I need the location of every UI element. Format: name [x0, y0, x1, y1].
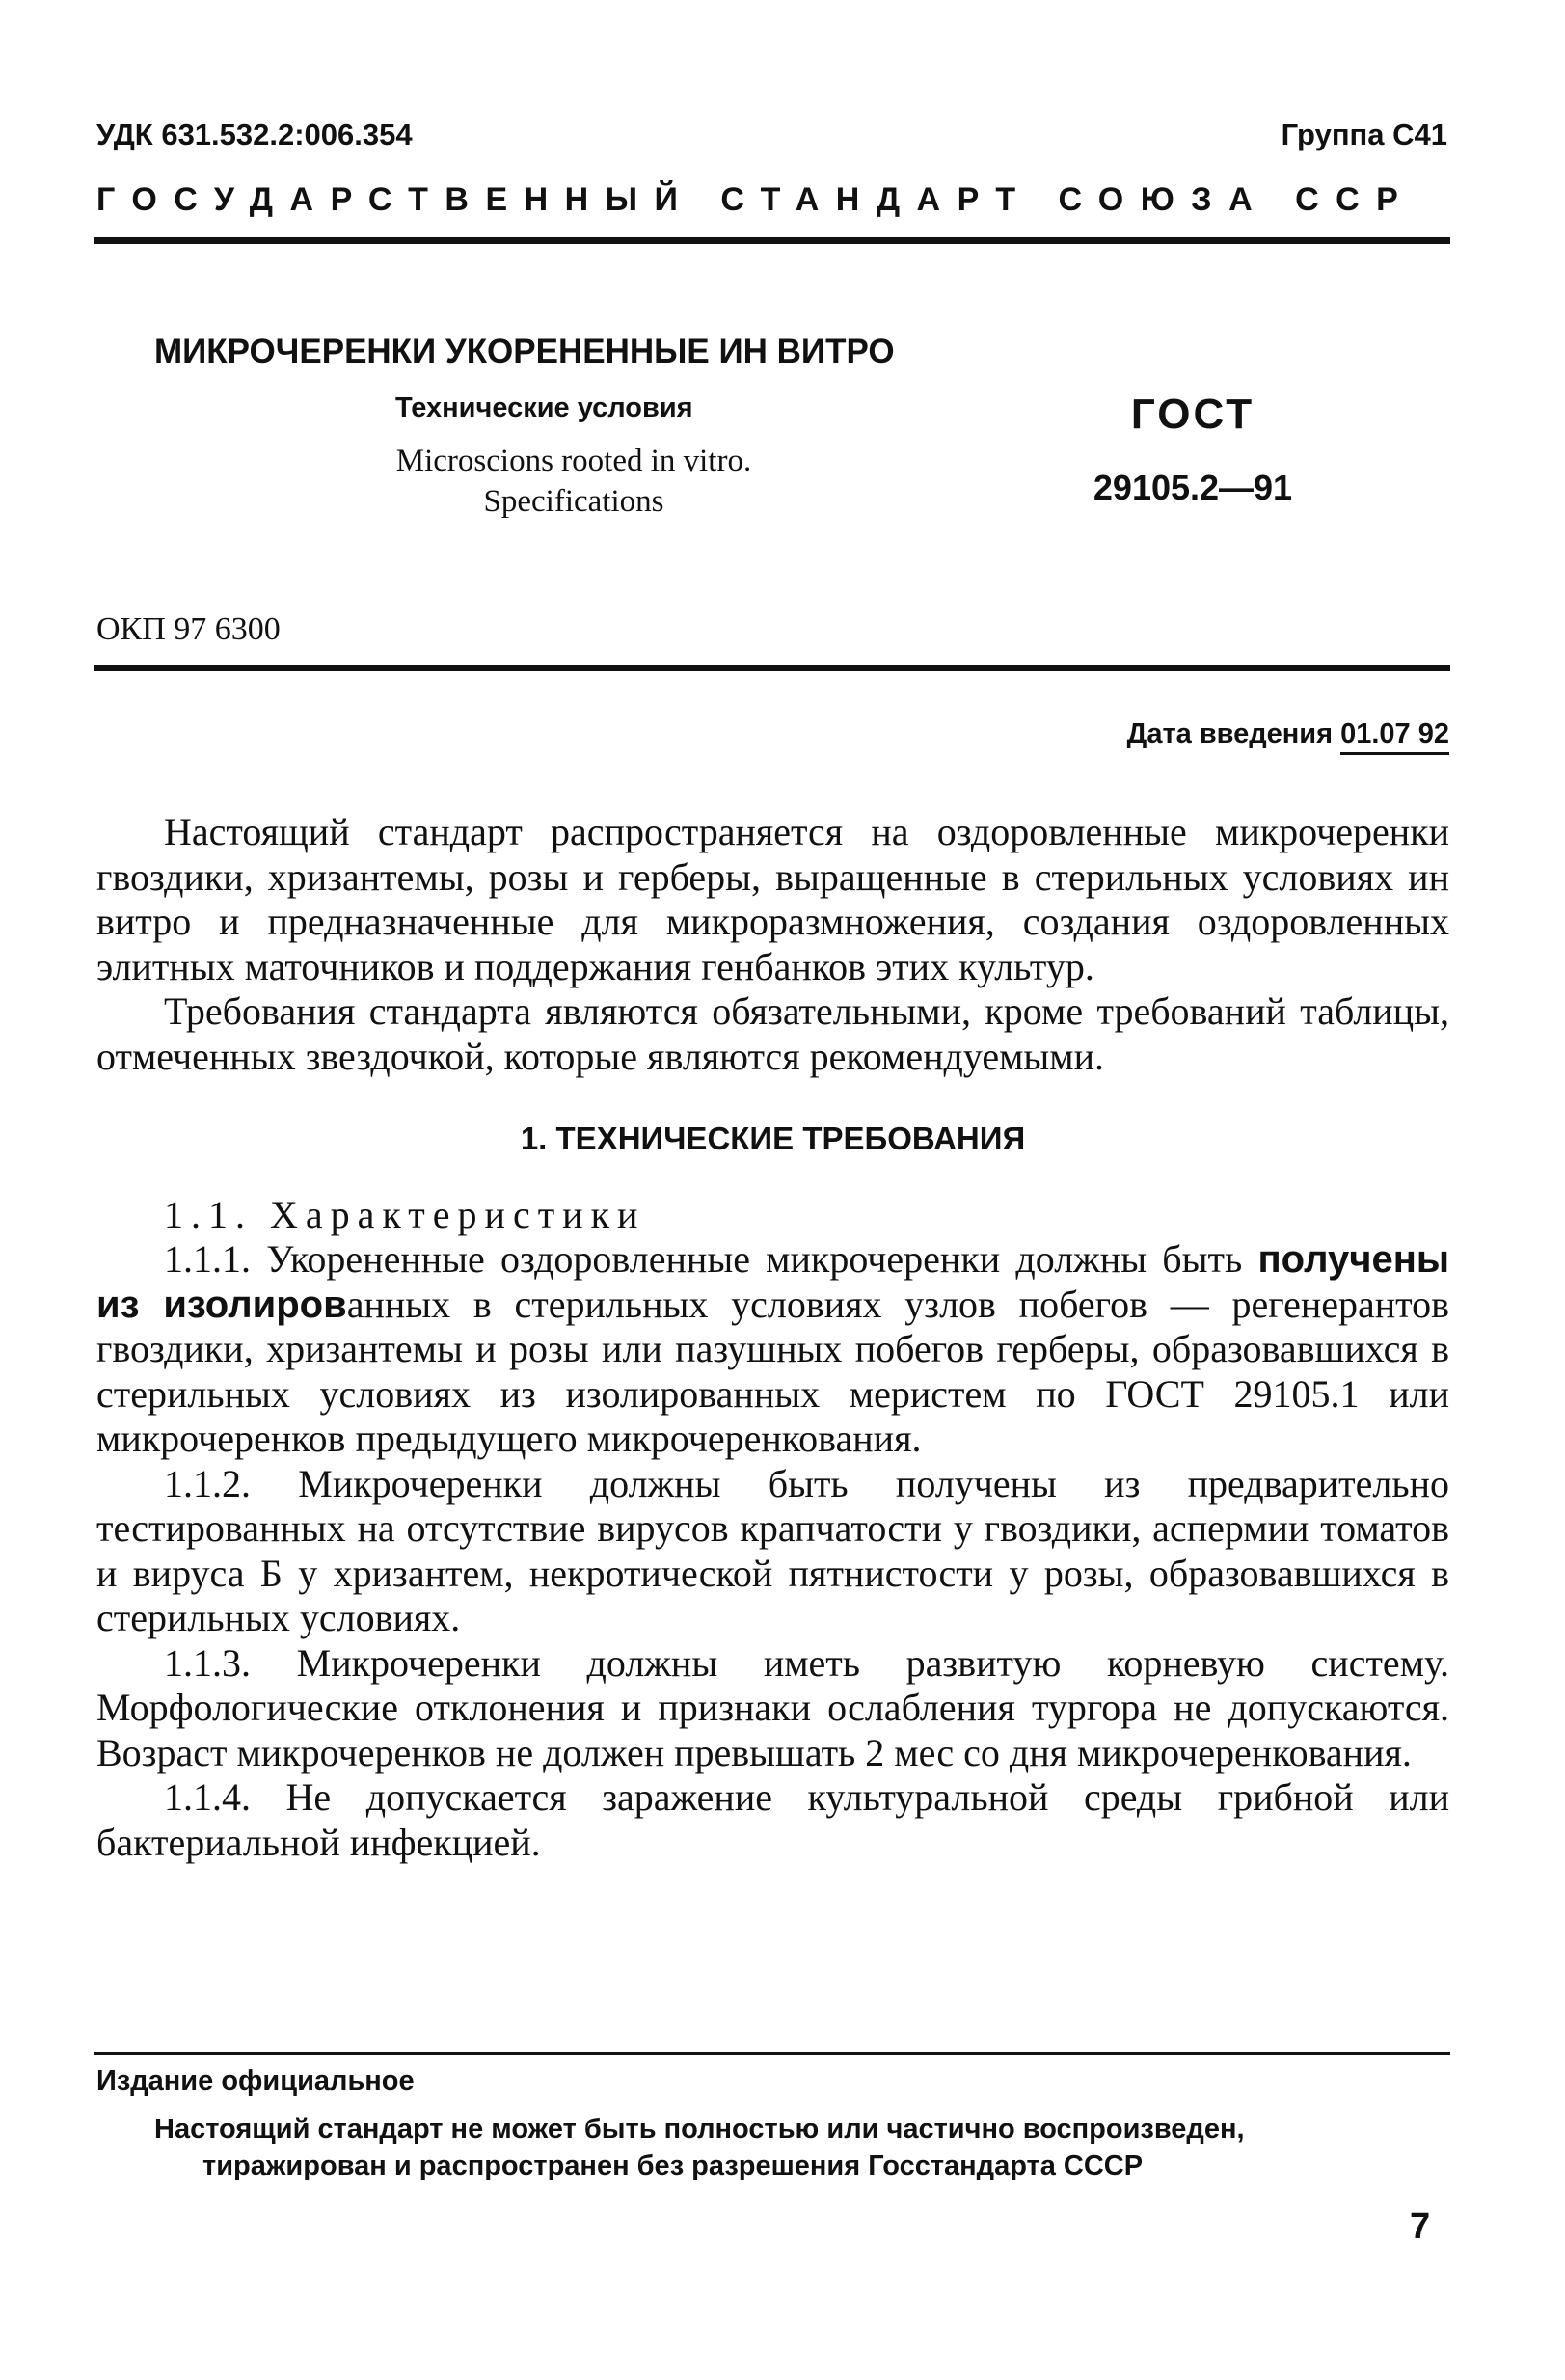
- copyright-notice-line1: Настоящий стандарт не может быть полностью или частично воспроизведен,: [154, 2114, 1245, 2145]
- clause-1-1-1-rest: анных в стерильных условиях узлов побегов — регенерантов гвоздики, хризантемы и розы или пазушных побегов герберы, образовавшихся в стерильных условиях из изолированных меристем по ГОСТ 29105.1 или микрочеренков предыдущего микрочеренкования.: [96, 1282, 1449, 1460]
- english-title: [352, 441, 796, 522]
- document-title: МИКРОЧЕРЕНКИ УКОРЕНЕННЫЕ ИН ВИТРО: [154, 333, 895, 370]
- english-title-line2: Specifications: [483, 484, 664, 519]
- clause-1-1-1-bold: получены из изолиров: [96, 1238, 1450, 1326]
- title-divider: [94, 665, 1450, 671]
- gost-label: ГОСТ: [1130, 391, 1255, 438]
- requirements-paragraph: Требования стандарта являются обязательными, кроме требований таблицы, отмеченных звездочкой, которые являются рекомендуемыми.: [96, 989, 1449, 1078]
- effective-date-value: 01.07 92: [1340, 718, 1449, 755]
- clause-1-1-3: 1.1.3. Микрочеренки должны иметь развитую корневую систему. Морфологические отклонения и признаки ослабления тургора не допускаются. Возраст микрочеренков не должен превышать 2 мес со дня микрочеренкования.: [96, 1640, 1449, 1774]
- footer-divider: [94, 2052, 1450, 2055]
- clause-1-1-1: [96, 1237, 1449, 1462]
- copyright-notice-line2: тиражирован и распространен без разрешения Госстандарта СССР: [202, 2150, 1144, 2181]
- effective-date: [1127, 718, 1449, 750]
- clause-1-1: 1.1. Характеристики: [164, 1192, 646, 1236]
- document-subtitle: Технические условия: [395, 392, 693, 423]
- clause-1-1-2: 1.1.2. Микрочеренки должны быть получены из предварительно тестированных на отсутствие вирусов крапчатости у гвоздики, аспермии томатов и вируса Б у хризантем, некротической пятнистости у розы, образовавшихся в стерильных условиях.: [96, 1461, 1449, 1639]
- page-number: 7: [1410, 2206, 1431, 2247]
- body-text: [96, 810, 1449, 1865]
- official-edition-label: Издание официальное: [96, 2066, 415, 2096]
- clause-1-1-4: 1.1.4. Не допускается заражение культуральной среды грибной или бактериальной инфекцией.: [96, 1775, 1449, 1864]
- header-divider: [94, 237, 1450, 244]
- udk-code: УДК 631.532.2:006.354: [96, 118, 413, 151]
- clause-1-1-1-start: 1.1.1. Укорененные оздоровленные микрочеренки должны быть: [164, 1237, 1243, 1281]
- group-code: Группа С41: [1281, 118, 1447, 151]
- gost-number: 29105.2—91: [1093, 468, 1293, 507]
- effective-date-label: Дата введения: [1126, 718, 1334, 749]
- state-standard-heading: ГОСУДАРСТВЕННЫЙ СТАНДАРТ СОЮЗА ССР: [96, 181, 1416, 218]
- intro-paragraph: Настоящий стандарт распространяется на оздоровленные микрочеренки гвоздики, хризантемы, розы и герберы, выращенные в стерильных условиях ин витро и предназначенные для микроразмножения, создания оздоровленных элитных маточников и поддержания генбанков этих культур.: [96, 810, 1449, 988]
- copyright-notice: [154, 2111, 1456, 2184]
- okp-code: ОКП 97 6300: [96, 611, 281, 647]
- english-title-line1: Microscions rooted in vitro.: [395, 444, 752, 478]
- section-heading: 1. ТЕХНИЧЕСКИЕ ТРЕБОВАНИЯ: [520, 1121, 1026, 1156]
